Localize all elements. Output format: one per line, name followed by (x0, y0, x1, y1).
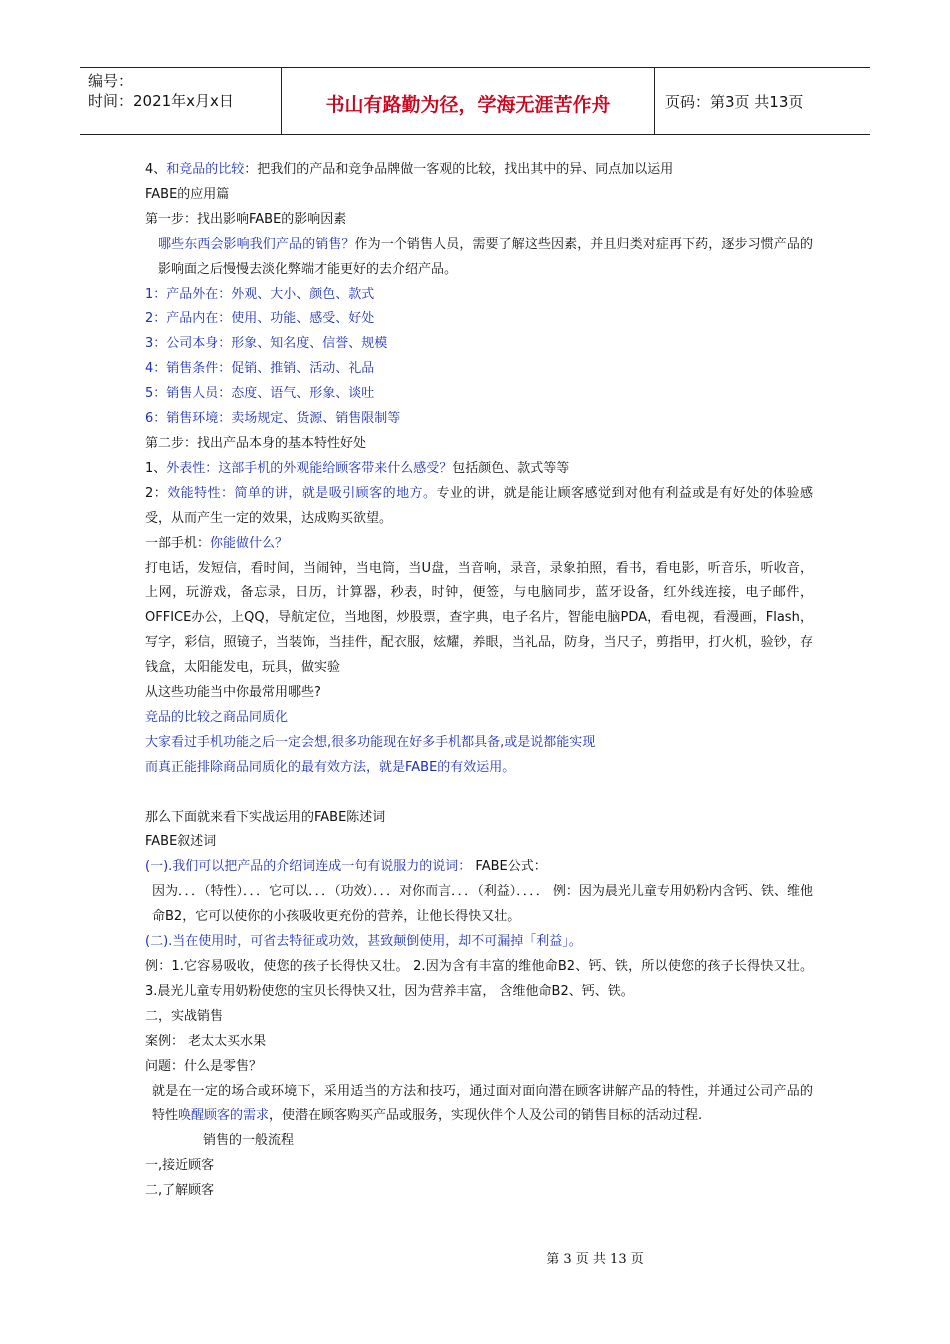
highlight-text: 当在使用时，可省去特征或功效，甚致颠倒使用，却不可漏掉「利益」。 (172, 934, 582, 950)
subheading: 销售的一般流程 (203, 1133, 295, 1149)
highlight-text: 唤醒顾客的需求 (178, 1108, 270, 1124)
list-item: 1：产品外在：外观、大小、颜色、款式 (145, 286, 375, 302)
paragraph: 那么下面就来看下实战运用的FABE陈述词 (145, 809, 386, 825)
highlight-text: 哪些东西会影响我们产品的销售？ (158, 236, 355, 252)
paragraph: 一,接近顾客 (145, 1158, 215, 1174)
paragraph: 1、外表性：这部手机的外观能给顾客带来什么感受？包括颜色、款式等等 (145, 460, 570, 476)
list-item: 5：销售人员：态度、语气、形象、谈吐 (145, 386, 375, 402)
header-meta (80, 68, 282, 134)
section-heading: FABE叙述词 (145, 834, 217, 850)
paragraph: 例：1.它容易吸收，使您的孩子长得快又壮。 2.因为含有丰富的维他命B2、钙、铁，所以使您的孩子长得快又壮。 3.晨光儿童专用奶粉使您的宝贝长得快又壮，因为营养丰富， 含维他命B2、钙、铁。 (145, 958, 813, 999)
list-item: 2：产品内在：使用、功能、感受、好处 (145, 311, 375, 327)
highlight-line: 而真正能排除商品同质化的最有效方法，就是FABE的有效运用。 (145, 759, 516, 775)
paragraph: 问题：什么是零售？ (145, 1058, 263, 1074)
paragraph: 哪些东西会影响我们产品的销售？作为一个销售人员，需要了解这些因素，并且归类对症再下药，逐步习惯产品的影响面之后慢慢去淡化弊端才能更好的去介绍产品。 (158, 236, 813, 277)
list-item: 4：销售条件：促销、推销、活动、礼品 (145, 361, 375, 377)
step-heading: 第二步：找出产品本身的基本特性好处 (145, 435, 367, 451)
paragraph: 因为．．．（特性）．．．它可以．．．（功效）．．．对你而言．．．（利益）．．．． 例：因为晨光儿童专用奶粉内含钙、铁、维他命B2，它可以使你的小孩吸收更充份的营养，让他长得快又壮。 (152, 884, 813, 925)
section-heading: FABE的应用篇 (145, 186, 230, 202)
header-page-label: 页码：第3页 共13页 (665, 92, 804, 111)
highlight-text: 我们可以把产品的介绍词连成一句有说服力的说词： (172, 859, 472, 875)
highlight-text: 你能做什么？ (210, 535, 289, 551)
paragraph: 案例： 老太太买水果 (145, 1033, 267, 1049)
paragraph: 就是在一定的场合或环境下，采用适当的方法和技巧，通过面对面向潜在顾客讲解产品的特性，并通过公司产品的特性唤醒顾客的需求，使潜在顾客购买产品或服务，实现伙伴个人及公司的销售目标的活动过程. (152, 1083, 813, 1124)
paragraph: 二,了解顾客 (145, 1183, 215, 1199)
paragraph: 从这些功能当中你最常用哪些? (145, 685, 321, 701)
highlight-text: 和竞品的比较 (166, 162, 245, 177)
page-footer: 第 3 页 共 13 页 (546, 1252, 644, 1267)
highlight-line: 竞品的比较之商品同质化 (145, 709, 289, 725)
highlight-text: 效能特性：简单的讲，就是吸引顾客的地方。 (167, 485, 437, 501)
doc-number-label: 编号： (88, 72, 134, 90)
highlight-line: 大家看过手机功能之后一定会想,很多功能现在好多手机都具备,或是说都能实现 (145, 734, 596, 750)
step-heading: 第一步：找出影响FABE的影响因素 (145, 211, 347, 227)
paragraph: 4、和竞品的比较：把我们的产品和竞争品牌做一客观的比较，找出其中的异、同点加以运用 (145, 162, 674, 177)
paragraph: 2：效能特性：简单的讲，就是吸引顾客的地方。专业的讲，就是能让顾客感觉到对他有利益或是有好处的体验感受，从而产生一定的效果，达成购买欲望。 (145, 485, 813, 526)
spacer (145, 781, 813, 806)
paragraph: 打电话，发短信，看时间，当闹钟，当电筒，当U盘，当音响，录音，录象拍照，看书，看电影，听音乐，听收音，上网，玩游戏，备忘录，日历，计算器，秒表，时钟，便签，与电脑同步，蓝牙设备，红外线连接，电子邮件，OFFICE办公，上QQ，导航定位，当地图，炒股票，查字典，电子名片，智能电脑PDA，看电视，看漫画，Flash，写字，彩信，照镜子，当装饰，当挂件，配衣服，炫耀，养眼，当礼品，防身，当尺子，剪指甲，打火机，验钞，存钱盒，太阳能发电，玩具，做实验 (145, 560, 813, 676)
paragraph: 一部手机：你能做什么？ (145, 535, 289, 551)
list-item: 3：公司本身：形象、知名度、信誉、规模 (145, 336, 388, 352)
header-motto: 书山有路勤为径，学海无涯苦作舟 (282, 68, 655, 134)
paragraph: (一).我们可以把产品的介绍词连成一句有说服力的说词： FABE公式： (145, 859, 547, 875)
highlight-text: 外表性：这部手机的外观能给顾客带来什么感受？ (166, 460, 453, 476)
document-body (145, 158, 813, 1204)
page-header (80, 67, 870, 135)
list-item: 6：销售环境：卖场规定、货源、销售限制等 (145, 411, 401, 427)
paragraph: (二).当在使用时，可省去特征或功效，甚致颠倒使用，却不可漏掉「利益」。 (145, 934, 582, 950)
section-heading: 二，实战销售 (145, 1008, 224, 1024)
doc-time-label: 时间：2021年x月x日 (88, 92, 234, 110)
